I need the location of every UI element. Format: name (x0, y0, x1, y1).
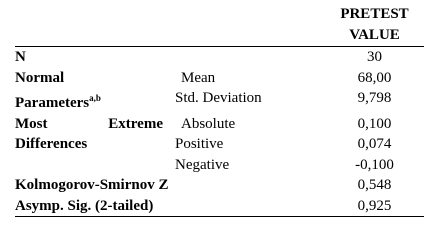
row-value: 30 (325, 47, 424, 68)
header-empty-cell (15, 4, 175, 47)
header-line-2: VALUE (349, 27, 400, 43)
row-label-word: Extreme (108, 115, 163, 132)
row-label: Asymp. Sig. (2-tailed) (15, 196, 325, 217)
table-row-n (15, 47, 424, 68)
table-row-asymp-sig (15, 196, 424, 217)
row-label-superscript: a,b (89, 93, 101, 103)
row-value: 0,100 (357, 115, 392, 132)
header-pretest-value (325, 4, 424, 47)
row-label: Differences (15, 136, 88, 152)
row-value: 9,798 (357, 90, 392, 106)
row-label (15, 155, 175, 176)
row-sublabel: Absolute (181, 115, 236, 132)
table-row-negative (15, 155, 424, 176)
row-value: 68,00 (357, 69, 392, 86)
row-value: 0,074 (357, 136, 392, 152)
row-value: 0,548 (357, 177, 392, 193)
ks-test-table (15, 4, 424, 217)
row-label-word: Most (15, 115, 48, 132)
table-row-positive (15, 134, 424, 155)
row-value: -0,100 (355, 156, 394, 173)
row-label-text: Parameters (15, 95, 90, 111)
header-row (15, 4, 424, 47)
row-label: Normal (15, 69, 65, 86)
row-sublabel: Std. Deviation (175, 90, 262, 106)
table-row-std (15, 88, 424, 114)
row-label: Kolmogorov-Smirnov Z (15, 177, 169, 193)
row-value: 0,925 (325, 196, 424, 217)
row-label (15, 114, 175, 135)
row-sublabel: Negative (175, 156, 230, 173)
header-empty-cell (175, 4, 325, 47)
row-label: N (15, 47, 175, 68)
table-row-ks-z (15, 175, 424, 196)
row-label-justified (15, 114, 175, 135)
row-sublabel: Positive (175, 136, 224, 152)
table-row-mean (15, 68, 424, 89)
header-line-1: PRETEST (340, 6, 409, 22)
row-sublabel: Mean (181, 69, 216, 86)
table-row-absolute (15, 114, 424, 135)
row-sublabel (175, 47, 325, 68)
row-label (15, 88, 175, 114)
